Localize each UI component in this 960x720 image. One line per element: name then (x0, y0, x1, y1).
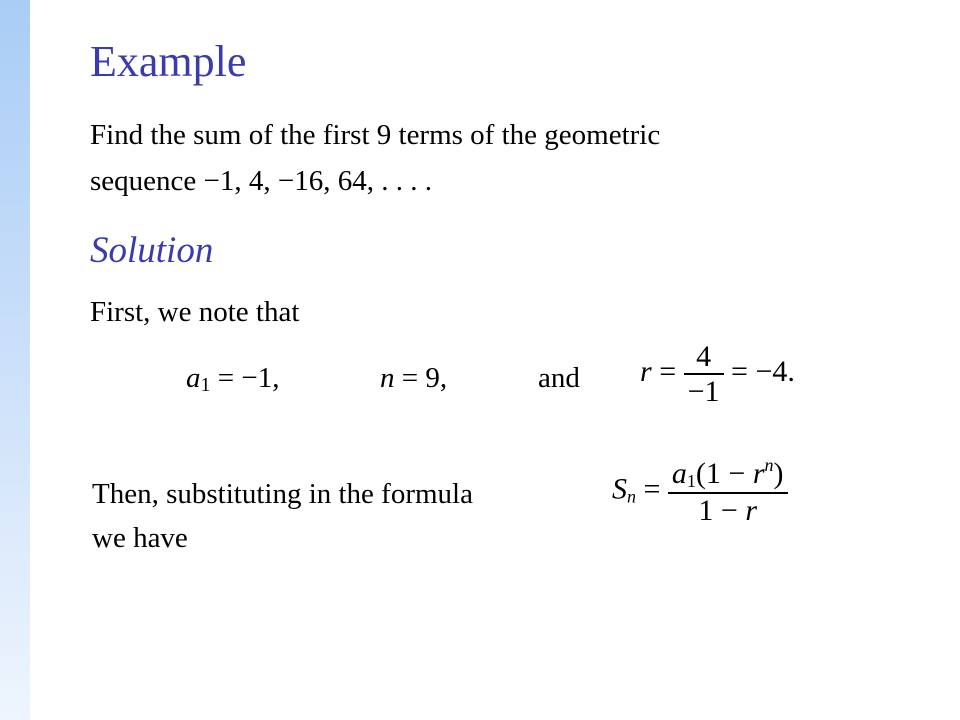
s-num-exp: n (764, 455, 774, 475)
given-a1 (186, 364, 279, 395)
side-gradient-bar (0, 0, 30, 720)
first-line-text: First, we note that (90, 296, 300, 328)
s-fraction (668, 456, 788, 527)
then-line-2: we have (92, 522, 188, 554)
a-value: = −1, (210, 362, 280, 394)
r-fraction (684, 340, 724, 408)
s-numerator (668, 456, 788, 494)
s-den-one: 1 − (698, 493, 746, 527)
s-lhs: S (612, 472, 627, 506)
sum-formula (612, 456, 788, 527)
r-denominator: −1 (687, 375, 720, 408)
s-denominator (668, 494, 788, 527)
r-eq2: = −4. (723, 354, 795, 388)
then-text (92, 472, 473, 560)
s-eq: = (636, 472, 668, 506)
s-num-a-sub: 1 (686, 471, 696, 491)
problem-line-1: Find the sum of the first 9 terms of the geometric (90, 119, 661, 151)
s-num-open: (1 − (695, 457, 753, 490)
r-eq1: = (651, 354, 684, 388)
solution-heading: Solution (90, 230, 214, 271)
a-subscript: 1 (200, 374, 211, 396)
slide-title: Example (90, 37, 247, 86)
then-line-1: Then, substituting in the formula (92, 478, 473, 510)
and-word: and (538, 362, 580, 394)
s-subscript: n (627, 486, 636, 507)
s-num-a: a (671, 457, 687, 490)
problem-line-2: sequence −1, 4, −16, 64, . . . . (90, 165, 432, 197)
problem-statement (90, 112, 660, 204)
r-equation (640, 340, 795, 408)
r-lhs: r (640, 354, 652, 388)
n-value: = 9, (394, 362, 448, 394)
s-den-r: r (745, 493, 758, 527)
s-num-r: r (752, 457, 765, 490)
given-n (380, 364, 447, 393)
r-numerator: 4 (684, 340, 724, 375)
a-variable: a (186, 362, 201, 394)
s-num-close: ) (773, 457, 784, 490)
n-variable: n (380, 362, 395, 394)
